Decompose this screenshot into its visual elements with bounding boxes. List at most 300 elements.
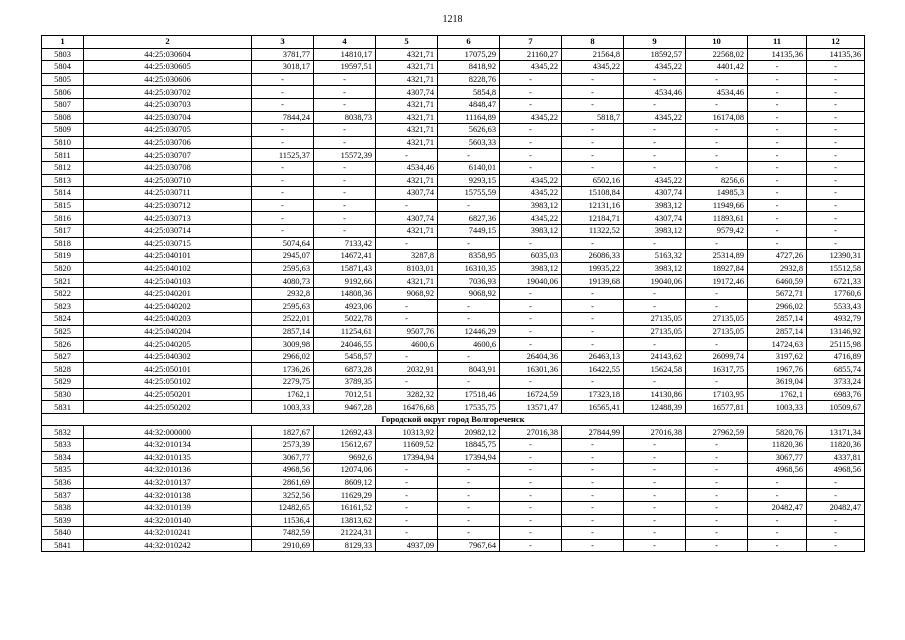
- table-cell: 4337,81: [807, 451, 865, 464]
- table-cell: 44:25:040201: [84, 287, 252, 300]
- table-cell: -: [252, 212, 314, 225]
- table-cell: -: [438, 501, 500, 514]
- table-cell: -: [748, 187, 807, 200]
- table-cell: -: [686, 489, 748, 502]
- table-cell: 6855,74: [807, 363, 865, 376]
- table-cell: -: [500, 451, 562, 464]
- table-cell: -: [562, 464, 624, 477]
- table-cell: -: [252, 224, 314, 237]
- table-cell: -: [376, 149, 438, 162]
- table-cell: -: [624, 527, 686, 540]
- table-cell: -: [376, 237, 438, 250]
- table-cell: 5817: [42, 224, 84, 237]
- table-cell: 7012,51: [314, 388, 376, 401]
- table-cell: -: [438, 237, 500, 250]
- table-cell: 44:25:030715: [84, 237, 252, 250]
- table-cell: 5814: [42, 187, 84, 200]
- table-cell: 8129,33: [314, 539, 376, 552]
- table-row: [42, 514, 865, 527]
- table-cell: -: [686, 376, 748, 389]
- table-cell: 44:25:050101: [84, 363, 252, 376]
- table-cell: 14672,41: [314, 250, 376, 263]
- table-cell: -: [500, 476, 562, 489]
- table-cell: 18592,57: [624, 48, 686, 61]
- table-cell: 44:32:000000: [84, 426, 252, 439]
- table-row: [42, 98, 865, 111]
- table-cell: -: [500, 237, 562, 250]
- table-cell: 27962,59: [686, 426, 748, 439]
- table-cell: 27016,38: [500, 426, 562, 439]
- table-cell: -: [807, 187, 865, 200]
- table-cell: -: [807, 174, 865, 187]
- table-cell: -: [562, 287, 624, 300]
- table-cell: -: [624, 287, 686, 300]
- table-cell: 11254,61: [314, 325, 376, 338]
- table-cell: 17075,29: [438, 48, 500, 61]
- table-cell: -: [562, 501, 624, 514]
- table-cell: -: [624, 514, 686, 527]
- table-cell: -: [562, 527, 624, 540]
- table-cell: 15871,43: [314, 262, 376, 275]
- table-cell: 5826: [42, 338, 84, 351]
- table-cell: -: [500, 514, 562, 527]
- table-cell: 5832: [42, 426, 84, 439]
- table-cell: -: [314, 212, 376, 225]
- data-table: [41, 35, 865, 552]
- table-cell: -: [624, 451, 686, 464]
- table-row: [42, 124, 865, 137]
- table-cell: 19040,06: [500, 275, 562, 288]
- table-cell: -: [500, 501, 562, 514]
- table-cell: 44:25:030705: [84, 124, 252, 137]
- table-cell: -: [376, 313, 438, 326]
- table-cell: 1827,67: [252, 426, 314, 439]
- table-cell: 2595,63: [252, 300, 314, 313]
- table-cell: 21160,27: [500, 48, 562, 61]
- table-cell: 11820,36: [807, 439, 865, 452]
- table-cell: -: [314, 98, 376, 111]
- table-cell: 44:32:010138: [84, 489, 252, 502]
- table-cell: 4321,71: [376, 275, 438, 288]
- table-cell: 1762,1: [748, 388, 807, 401]
- table-cell: -: [314, 224, 376, 237]
- table-cell: -: [562, 476, 624, 489]
- table-cell: -: [686, 451, 748, 464]
- table-cell: -: [624, 124, 686, 137]
- table-cell: -: [376, 376, 438, 389]
- table-cell: 3067,77: [252, 451, 314, 464]
- table-cell: 44:25:040205: [84, 338, 252, 351]
- table-cell: -: [624, 98, 686, 111]
- table-cell: 26404,36: [500, 350, 562, 363]
- table-cell: 5626,63: [438, 124, 500, 137]
- table-cell: 9192,66: [314, 275, 376, 288]
- table-cell: 5829: [42, 376, 84, 389]
- table-cell: 4345,22: [500, 187, 562, 200]
- table-cell: -: [807, 124, 865, 137]
- table-row: [42, 527, 865, 540]
- table-cell: 11820,36: [748, 439, 807, 452]
- table-cell: 6721,33: [807, 275, 865, 288]
- table-cell: 2857,14: [252, 325, 314, 338]
- table-cell: 27135,05: [624, 325, 686, 338]
- table-cell: -: [807, 98, 865, 111]
- table-cell: -: [686, 73, 748, 86]
- table-cell: 4345,22: [624, 61, 686, 74]
- table-cell: -: [686, 161, 748, 174]
- table-row: [42, 237, 865, 250]
- table-cell: 12482,65: [252, 501, 314, 514]
- table-cell: -: [748, 489, 807, 502]
- table-cell: 4600,6: [376, 338, 438, 351]
- table-cell: 9692,6: [314, 451, 376, 464]
- table-cell: 5824: [42, 313, 84, 326]
- table-row: [42, 376, 865, 389]
- table-cell: 2279,75: [252, 376, 314, 389]
- table-cell: -: [748, 136, 807, 149]
- table-cell: -: [807, 111, 865, 124]
- table-cell: 44:25:030713: [84, 212, 252, 225]
- table-cell: 4932,79: [807, 313, 865, 326]
- table-cell: 3983,12: [624, 224, 686, 237]
- table-cell: 5820: [42, 262, 84, 275]
- table-cell: 4321,71: [376, 136, 438, 149]
- column-header: 3: [252, 36, 314, 49]
- table-row: [42, 401, 865, 414]
- table-row: [42, 489, 865, 502]
- table-cell: 11609,52: [376, 439, 438, 452]
- table-cell: -: [748, 514, 807, 527]
- table-cell: -: [562, 489, 624, 502]
- table-cell: 16422,55: [562, 363, 624, 376]
- table-cell: 1003,33: [252, 401, 314, 414]
- table-cell: 5828: [42, 363, 84, 376]
- table-cell: -: [624, 149, 686, 162]
- table-cell: -: [562, 124, 624, 137]
- table-cell: 16174,08: [686, 111, 748, 124]
- table-cell: 13813,62: [314, 514, 376, 527]
- table-cell: 13171,34: [807, 426, 865, 439]
- table-cell: 5830: [42, 388, 84, 401]
- table-cell: -: [252, 98, 314, 111]
- table-cell: 5809: [42, 124, 84, 137]
- table-cell: 44:25:030708: [84, 161, 252, 174]
- table-cell: -: [314, 136, 376, 149]
- table-cell: 4345,22: [624, 111, 686, 124]
- table-cell: -: [624, 237, 686, 250]
- table-cell: -: [562, 514, 624, 527]
- table-cell: 20482,47: [748, 501, 807, 514]
- table-cell: -: [500, 136, 562, 149]
- table-cell: -: [807, 136, 865, 149]
- table-cell: 22568,02: [686, 48, 748, 61]
- table-cell: 2573,39: [252, 439, 314, 452]
- table-cell: 8358,95: [438, 250, 500, 263]
- table-cell: -: [624, 464, 686, 477]
- table-cell: 7036,93: [438, 275, 500, 288]
- table-cell: -: [624, 439, 686, 452]
- table-cell: 15755,59: [438, 187, 500, 200]
- table-cell: -: [314, 124, 376, 137]
- table-cell: 4307,74: [376, 212, 438, 225]
- table-cell: 12131,16: [562, 199, 624, 212]
- table-cell: 44:25:030707: [84, 149, 252, 162]
- table-row: [42, 48, 865, 61]
- table-cell: 16301,36: [500, 363, 562, 376]
- column-header: 2: [84, 36, 252, 49]
- table-cell: -: [438, 149, 500, 162]
- table-cell: -: [500, 439, 562, 452]
- table-cell: 4321,71: [376, 61, 438, 74]
- table-cell: 1736,26: [252, 363, 314, 376]
- table-cell: 11536,4: [252, 514, 314, 527]
- table-cell: -: [438, 199, 500, 212]
- table-cell: 3018,17: [252, 61, 314, 74]
- table-cell: -: [686, 476, 748, 489]
- table-cell: -: [562, 313, 624, 326]
- table-cell: 2857,14: [748, 325, 807, 338]
- table-cell: 5823: [42, 300, 84, 313]
- table-cell: 44:25:040102: [84, 262, 252, 275]
- table-cell: 4321,71: [376, 174, 438, 187]
- table-cell: -: [314, 187, 376, 200]
- table-row: [42, 338, 865, 351]
- table-cell: 21564,8: [562, 48, 624, 61]
- table-cell: 26099,74: [686, 350, 748, 363]
- table-cell: -: [438, 514, 500, 527]
- table-cell: 5839: [42, 514, 84, 527]
- table-cell: 4968,56: [252, 464, 314, 477]
- table-row: [42, 187, 865, 200]
- table-cell: 11893,61: [686, 212, 748, 225]
- table-cell: 44:32:010137: [84, 476, 252, 489]
- table-cell: 11949,66: [686, 199, 748, 212]
- table-cell: -: [807, 489, 865, 502]
- table-cell: 2522,01: [252, 313, 314, 326]
- table-cell: 6140,01: [438, 161, 500, 174]
- table-cell: -: [376, 350, 438, 363]
- table-cell: -: [807, 237, 865, 250]
- table-cell: 14985,3: [686, 187, 748, 200]
- table-cell: 5833: [42, 439, 84, 452]
- table-cell: 4534,46: [376, 161, 438, 174]
- table-cell: 14135,36: [748, 48, 807, 61]
- table-cell: 19172,46: [686, 275, 748, 288]
- table-cell: -: [500, 489, 562, 502]
- table-cell: -: [252, 187, 314, 200]
- table-cell: 17535,75: [438, 401, 500, 414]
- table-cell: -: [500, 464, 562, 477]
- table-cell: 27016,38: [624, 426, 686, 439]
- column-header: 11: [748, 36, 807, 49]
- table-cell: -: [252, 124, 314, 137]
- table-cell: 5821: [42, 275, 84, 288]
- table-cell: 27135,05: [686, 325, 748, 338]
- table-cell: 5837: [42, 489, 84, 502]
- table-cell: 4321,71: [376, 111, 438, 124]
- table-cell: 19935,22: [562, 262, 624, 275]
- table-row: [42, 149, 865, 162]
- table-cell: -: [624, 489, 686, 502]
- table-cell: 4307,74: [624, 187, 686, 200]
- table-cell: -: [562, 325, 624, 338]
- table-cell: 3619,04: [748, 376, 807, 389]
- table-cell: 4307,74: [376, 187, 438, 200]
- table-cell: -: [748, 527, 807, 540]
- table-row: [42, 136, 865, 149]
- table-row: [42, 287, 865, 300]
- table-cell: 19139,68: [562, 275, 624, 288]
- table-cell: -: [438, 489, 500, 502]
- table-cell: 3983,12: [624, 262, 686, 275]
- table-cell: 2932,8: [252, 287, 314, 300]
- table-cell: 5818,7: [562, 111, 624, 124]
- table-cell: -: [748, 224, 807, 237]
- table-cell: 17518,46: [438, 388, 500, 401]
- table-cell: -: [748, 86, 807, 99]
- table-cell: -: [624, 376, 686, 389]
- table-row: [42, 174, 865, 187]
- table-cell: 5533,43: [807, 300, 865, 313]
- table-row: [42, 325, 865, 338]
- table-cell: -: [376, 514, 438, 527]
- table-cell: 5819: [42, 250, 84, 263]
- table-cell: -: [252, 73, 314, 86]
- table-cell: 5841: [42, 539, 84, 552]
- table-cell: -: [252, 174, 314, 187]
- table-cell: -: [314, 73, 376, 86]
- table-cell: -: [562, 73, 624, 86]
- table-cell: 8418,92: [438, 61, 500, 74]
- table-cell: -: [748, 212, 807, 225]
- table-cell: 12446,29: [438, 325, 500, 338]
- table-cell: -: [624, 73, 686, 86]
- table-cell: 5818: [42, 237, 84, 250]
- table-cell: -: [748, 199, 807, 212]
- table-cell: -: [748, 539, 807, 552]
- page-number: 1218: [442, 14, 463, 25]
- table-cell: 8228,76: [438, 73, 500, 86]
- table-cell: 4080,73: [252, 275, 314, 288]
- table-cell: 44:25:030712: [84, 199, 252, 212]
- table-cell: 19597,51: [314, 61, 376, 74]
- table-cell: 44:25:050201: [84, 388, 252, 401]
- column-header: 8: [562, 36, 624, 49]
- table-cell: 20482,47: [807, 501, 865, 514]
- table-cell: 14724,63: [748, 338, 807, 351]
- table-cell: 27135,05: [686, 313, 748, 326]
- table-row: [42, 439, 865, 452]
- table-cell: -: [562, 376, 624, 389]
- table-cell: 11629,29: [314, 489, 376, 502]
- table-cell: 8256,6: [686, 174, 748, 187]
- table-cell: -: [562, 237, 624, 250]
- table-row: [42, 363, 865, 376]
- table-cell: 16317,75: [686, 363, 748, 376]
- header-row: [42, 36, 865, 49]
- table-cell: 8609,12: [314, 476, 376, 489]
- table-cell: -: [748, 161, 807, 174]
- table-cell: -: [314, 174, 376, 187]
- table-cell: -: [500, 124, 562, 137]
- table-cell: 12390,31: [807, 250, 865, 263]
- table-cell: -: [624, 161, 686, 174]
- table-cell: -: [376, 501, 438, 514]
- table-cell: 27844,99: [562, 426, 624, 439]
- table-cell: 15612,67: [314, 439, 376, 452]
- table-cell: 4534,46: [624, 86, 686, 99]
- table-cell: 44:25:030714: [84, 224, 252, 237]
- table-row: [42, 161, 865, 174]
- table-cell: 5835: [42, 464, 84, 477]
- table-row: [42, 224, 865, 237]
- table-cell: 8043,91: [438, 363, 500, 376]
- table-row: [42, 451, 865, 464]
- table-cell: -: [500, 149, 562, 162]
- table-cell: 5820,76: [748, 426, 807, 439]
- table-cell: -: [562, 136, 624, 149]
- table-cell: -: [562, 149, 624, 162]
- table-cell: -: [252, 161, 314, 174]
- table-cell: 25314,89: [686, 250, 748, 263]
- table-cell: 4534,46: [686, 86, 748, 99]
- table-cell: 26463,13: [562, 350, 624, 363]
- table-cell: -: [500, 86, 562, 99]
- table-cell: 26086,33: [562, 250, 624, 263]
- table-row: [42, 73, 865, 86]
- table-cell: -: [748, 149, 807, 162]
- table-cell: 4848,47: [438, 98, 500, 111]
- table-cell: 44:25:040103: [84, 275, 252, 288]
- table-cell: 44:25:030703: [84, 98, 252, 111]
- table-cell: 4727,26: [748, 250, 807, 263]
- table-cell: -: [500, 527, 562, 540]
- column-header: 7: [500, 36, 562, 49]
- table-cell: 4968,56: [807, 464, 865, 477]
- table-cell: 5808: [42, 111, 84, 124]
- table-cell: 5806: [42, 86, 84, 99]
- table-cell: -: [686, 237, 748, 250]
- table-cell: 6035,03: [500, 250, 562, 263]
- table-cell: -: [500, 313, 562, 326]
- table-cell: -: [624, 476, 686, 489]
- table-body: [42, 48, 865, 552]
- table-cell: -: [624, 539, 686, 552]
- table-cell: 4937,09: [376, 539, 438, 552]
- table-cell: -: [748, 61, 807, 74]
- table-cell: 1003,33: [748, 401, 807, 414]
- table-cell: 5074,64: [252, 237, 314, 250]
- table-cell: 6827,36: [438, 212, 500, 225]
- table-cell: 5805: [42, 73, 84, 86]
- table-cell: -: [624, 501, 686, 514]
- table-cell: -: [562, 539, 624, 552]
- table-cell: -: [376, 489, 438, 502]
- table-cell: 44:32:010242: [84, 539, 252, 552]
- table-cell: 44:25:030605: [84, 61, 252, 74]
- table-cell: 5022,78: [314, 313, 376, 326]
- table-cell: -: [686, 338, 748, 351]
- table-cell: -: [438, 527, 500, 540]
- table-cell: -: [438, 300, 500, 313]
- table-cell: 16577,81: [686, 401, 748, 414]
- table-cell: -: [500, 300, 562, 313]
- table-cell: 4321,71: [376, 48, 438, 61]
- table-cell: -: [807, 73, 865, 86]
- table-cell: -: [500, 287, 562, 300]
- table-cell: 44:32:010134: [84, 439, 252, 452]
- table-cell: 12692,43: [314, 426, 376, 439]
